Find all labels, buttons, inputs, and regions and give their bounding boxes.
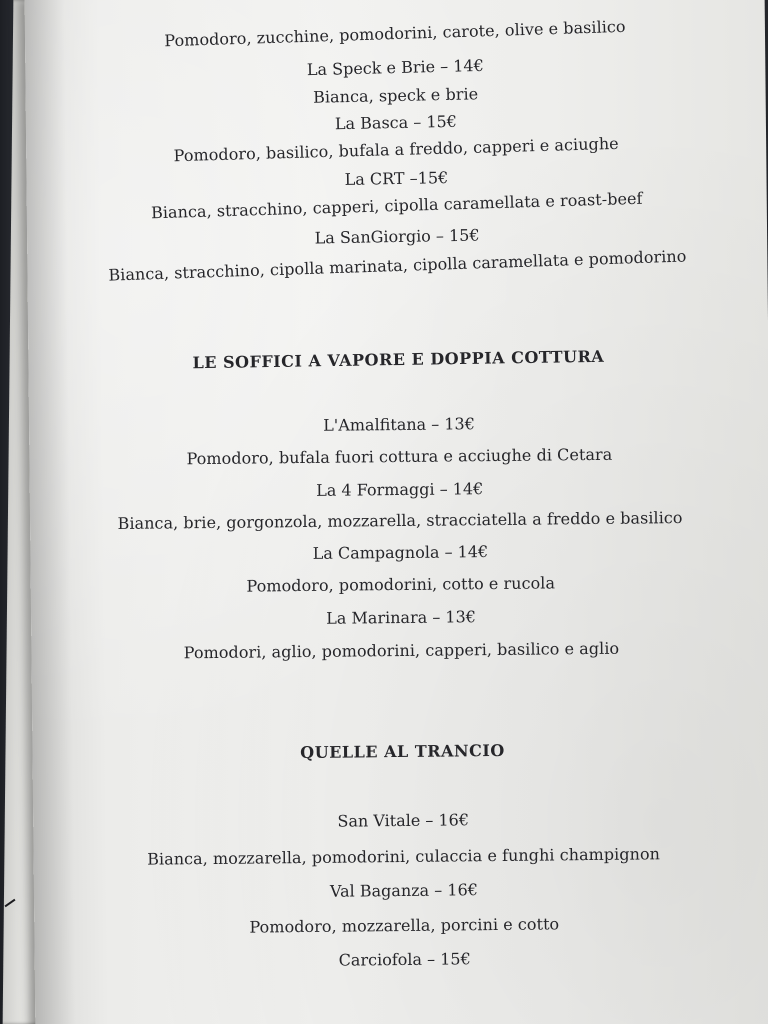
pizza-name: La Basca – 15€	[334, 111, 458, 134]
pizza-name: La Speck e Brie – 14€	[306, 55, 484, 80]
pizza-description: Pomodoro, pomodorini, cotto e rucola	[246, 573, 556, 596]
pizza-name: La SanGiorgio – 15€	[314, 225, 480, 248]
pizza-name: La Marinara – 13€	[326, 607, 477, 628]
pizza-description: Bianca, brie, gorgonzola, mozzarella, stracciatella a freddo e basilico	[117, 508, 683, 533]
pizza-name: Carciofola – 15€	[338, 949, 471, 970]
pizza-name: Val Baganza – 16€	[329, 880, 478, 901]
pizza-description: Pomodoro, bufala fuori cottura e acciughe di Cetara	[186, 444, 613, 469]
pizza-name: San Vitale – 16€	[337, 810, 470, 831]
pizza-description: Pomodoro, zucchine, pomodorini, carote, olive e basilico	[164, 16, 626, 51]
section-heading: LE SOFFICI A VAPORE E DOPPIA COTTURA	[192, 346, 605, 373]
pizza-description: Pomodoro, basilico, bufala a freddo, capperi e aciughe	[173, 133, 619, 166]
pizza-description: Bianca, speck e brie	[312, 84, 479, 107]
pizza-description: Bianca, stracchino, capperi, cipolla caramellata e roast-beef	[150, 188, 643, 223]
pizza-description: Pomodori, aglio, pomodorini, capperi, basilico e aglio	[183, 638, 620, 663]
pizza-name: La 4 Formaggi – 14€	[316, 479, 484, 500]
section-heading: QUELLE AL TRANCIO	[300, 740, 505, 763]
menu-page	[25, 0, 768, 1024]
pizza-description: Bianca, mozzarella, pomodorini, culaccia e funghi champignon	[147, 844, 661, 869]
pizza-name: L'Amalfitana – 13€	[323, 414, 475, 435]
pizza-description: Pomodoro, mozzarella, porcini e cotto	[249, 914, 560, 937]
pizza-name: La Campagnola – 14€	[312, 542, 489, 563]
pizza-name: La CRT –15€	[344, 168, 449, 189]
pizza-description: Bianca, stracchino, cipolla marinata, cipolla caramellata e pomodorino	[108, 246, 687, 285]
